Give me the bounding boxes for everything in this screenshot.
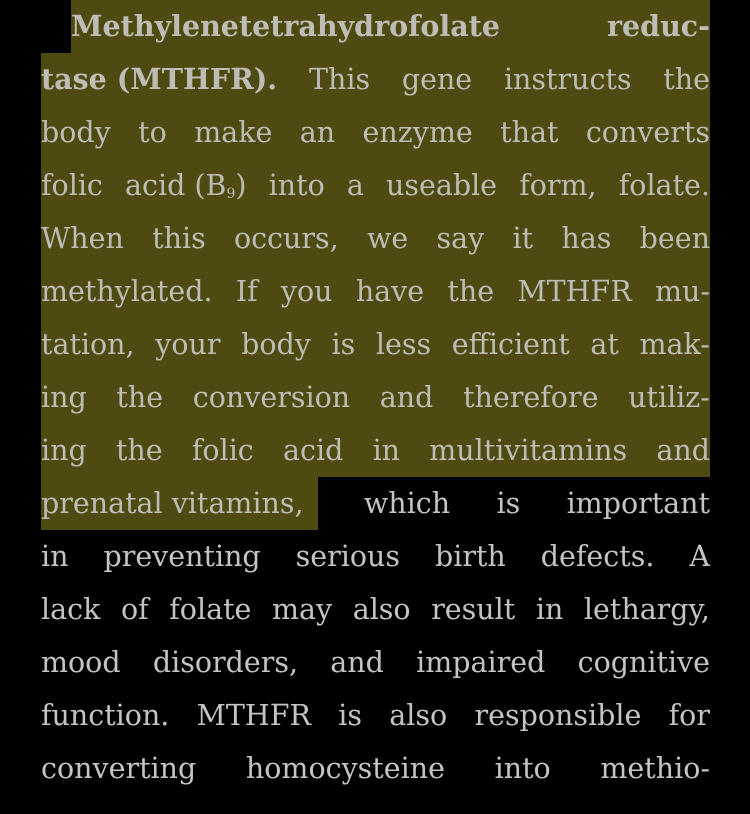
word: responsible [474,699,642,732]
word: has [561,222,612,255]
word: mak- [639,328,710,361]
word: an [299,116,336,149]
word: function. [41,699,170,732]
word: acid [283,434,344,467]
word: useable [385,169,498,202]
word: body [241,328,311,361]
word: also [352,593,411,626]
word: and [330,646,384,679]
word: instructs [503,63,632,96]
word: the [115,434,163,467]
word: the [116,381,164,414]
word: for [668,699,710,732]
word: ing [41,381,87,414]
word: this [152,222,206,255]
text-line-12 [41,583,710,636]
word: your [155,328,221,361]
word: of [120,593,149,626]
word: form, [519,169,597,202]
text-line-8 [41,371,710,424]
word: This [308,63,371,96]
heading-word: tase (MTHFR). [41,62,278,96]
word: the [663,63,710,96]
word: When [41,222,124,255]
word: MTHFR [196,699,311,732]
word: we [366,222,409,255]
word: preventing [103,540,261,573]
word: A [689,540,710,573]
word: enzyme [362,116,473,149]
word: (B [194,169,227,202]
word: lethargy, [583,593,710,626]
word: been [639,222,710,255]
word: make [194,116,273,149]
word: ) [235,169,247,202]
word: converting [41,752,197,785]
word: in [535,593,564,626]
word: methylated. [41,275,213,308]
text-line-5 [41,212,710,265]
word: MTHFR [517,275,632,308]
text-line-14 [41,689,710,742]
word: mu- [654,275,710,308]
heading-word: Methylenetetrahydrofolate [71,9,500,43]
word: folic [41,169,103,202]
word: which [363,487,451,520]
heading-word: reduc- [607,9,710,43]
word: important [566,487,710,520]
word: body [41,116,111,149]
text-line-6 [41,265,710,318]
word: is [331,328,356,361]
word: lack [41,593,101,626]
word: may [271,593,333,626]
word: acid [125,169,186,202]
word: folate. [618,169,710,202]
word: say [436,222,485,255]
word: converts [585,116,710,149]
word: therefore [463,381,599,414]
subscript: 9 [226,186,236,202]
word: utiliz- [628,381,710,414]
word: have [355,275,425,308]
word: disorders, [152,646,299,679]
word: gene [401,63,473,96]
word: and [656,434,710,467]
word: ing [41,434,87,467]
word: cognitive [577,646,710,679]
word-acid-b9 [125,159,246,212]
word: occurs, [233,222,339,255]
word: birth [435,540,506,573]
word: that [500,116,559,149]
word: the [447,275,495,308]
word: multivitamins [429,434,628,467]
word: at [590,328,619,361]
word: result [431,593,516,626]
word: mood [41,646,121,679]
word: vitamins, [171,487,304,520]
text-line-15 [41,742,710,795]
text-line-10 [41,477,710,530]
word: If [235,275,258,308]
text-line-9 [41,424,710,477]
highlighted-fragment [41,477,318,530]
word: impaired [416,646,546,679]
word: tation, [41,328,135,361]
text-line-1 [71,0,710,53]
word: folic [191,434,254,467]
word: into [268,169,325,202]
word: is [496,487,521,520]
word: to [138,116,167,149]
word: you [280,275,333,308]
word: also [389,699,448,732]
word: efficient [451,328,570,361]
word: less [375,328,432,361]
text-line-7 [41,318,710,371]
text-line-13 [41,636,710,689]
word: a [346,169,364,202]
word: is [338,699,362,732]
text-line-11 [41,530,710,583]
text-line-4 [41,159,710,212]
text-line-3 [41,106,710,159]
word: methio- [600,752,710,785]
word: it [512,222,534,255]
text-line-2 [41,53,710,106]
word: in [372,434,401,467]
word: in [41,540,69,573]
word: homocysteine [245,752,445,785]
word: conversion [192,381,351,414]
word: serious [295,540,401,573]
word: prenatal [41,487,163,520]
word: folate [169,593,252,626]
word: defects. [540,540,655,573]
word: into [494,752,551,785]
word: and [379,381,434,414]
